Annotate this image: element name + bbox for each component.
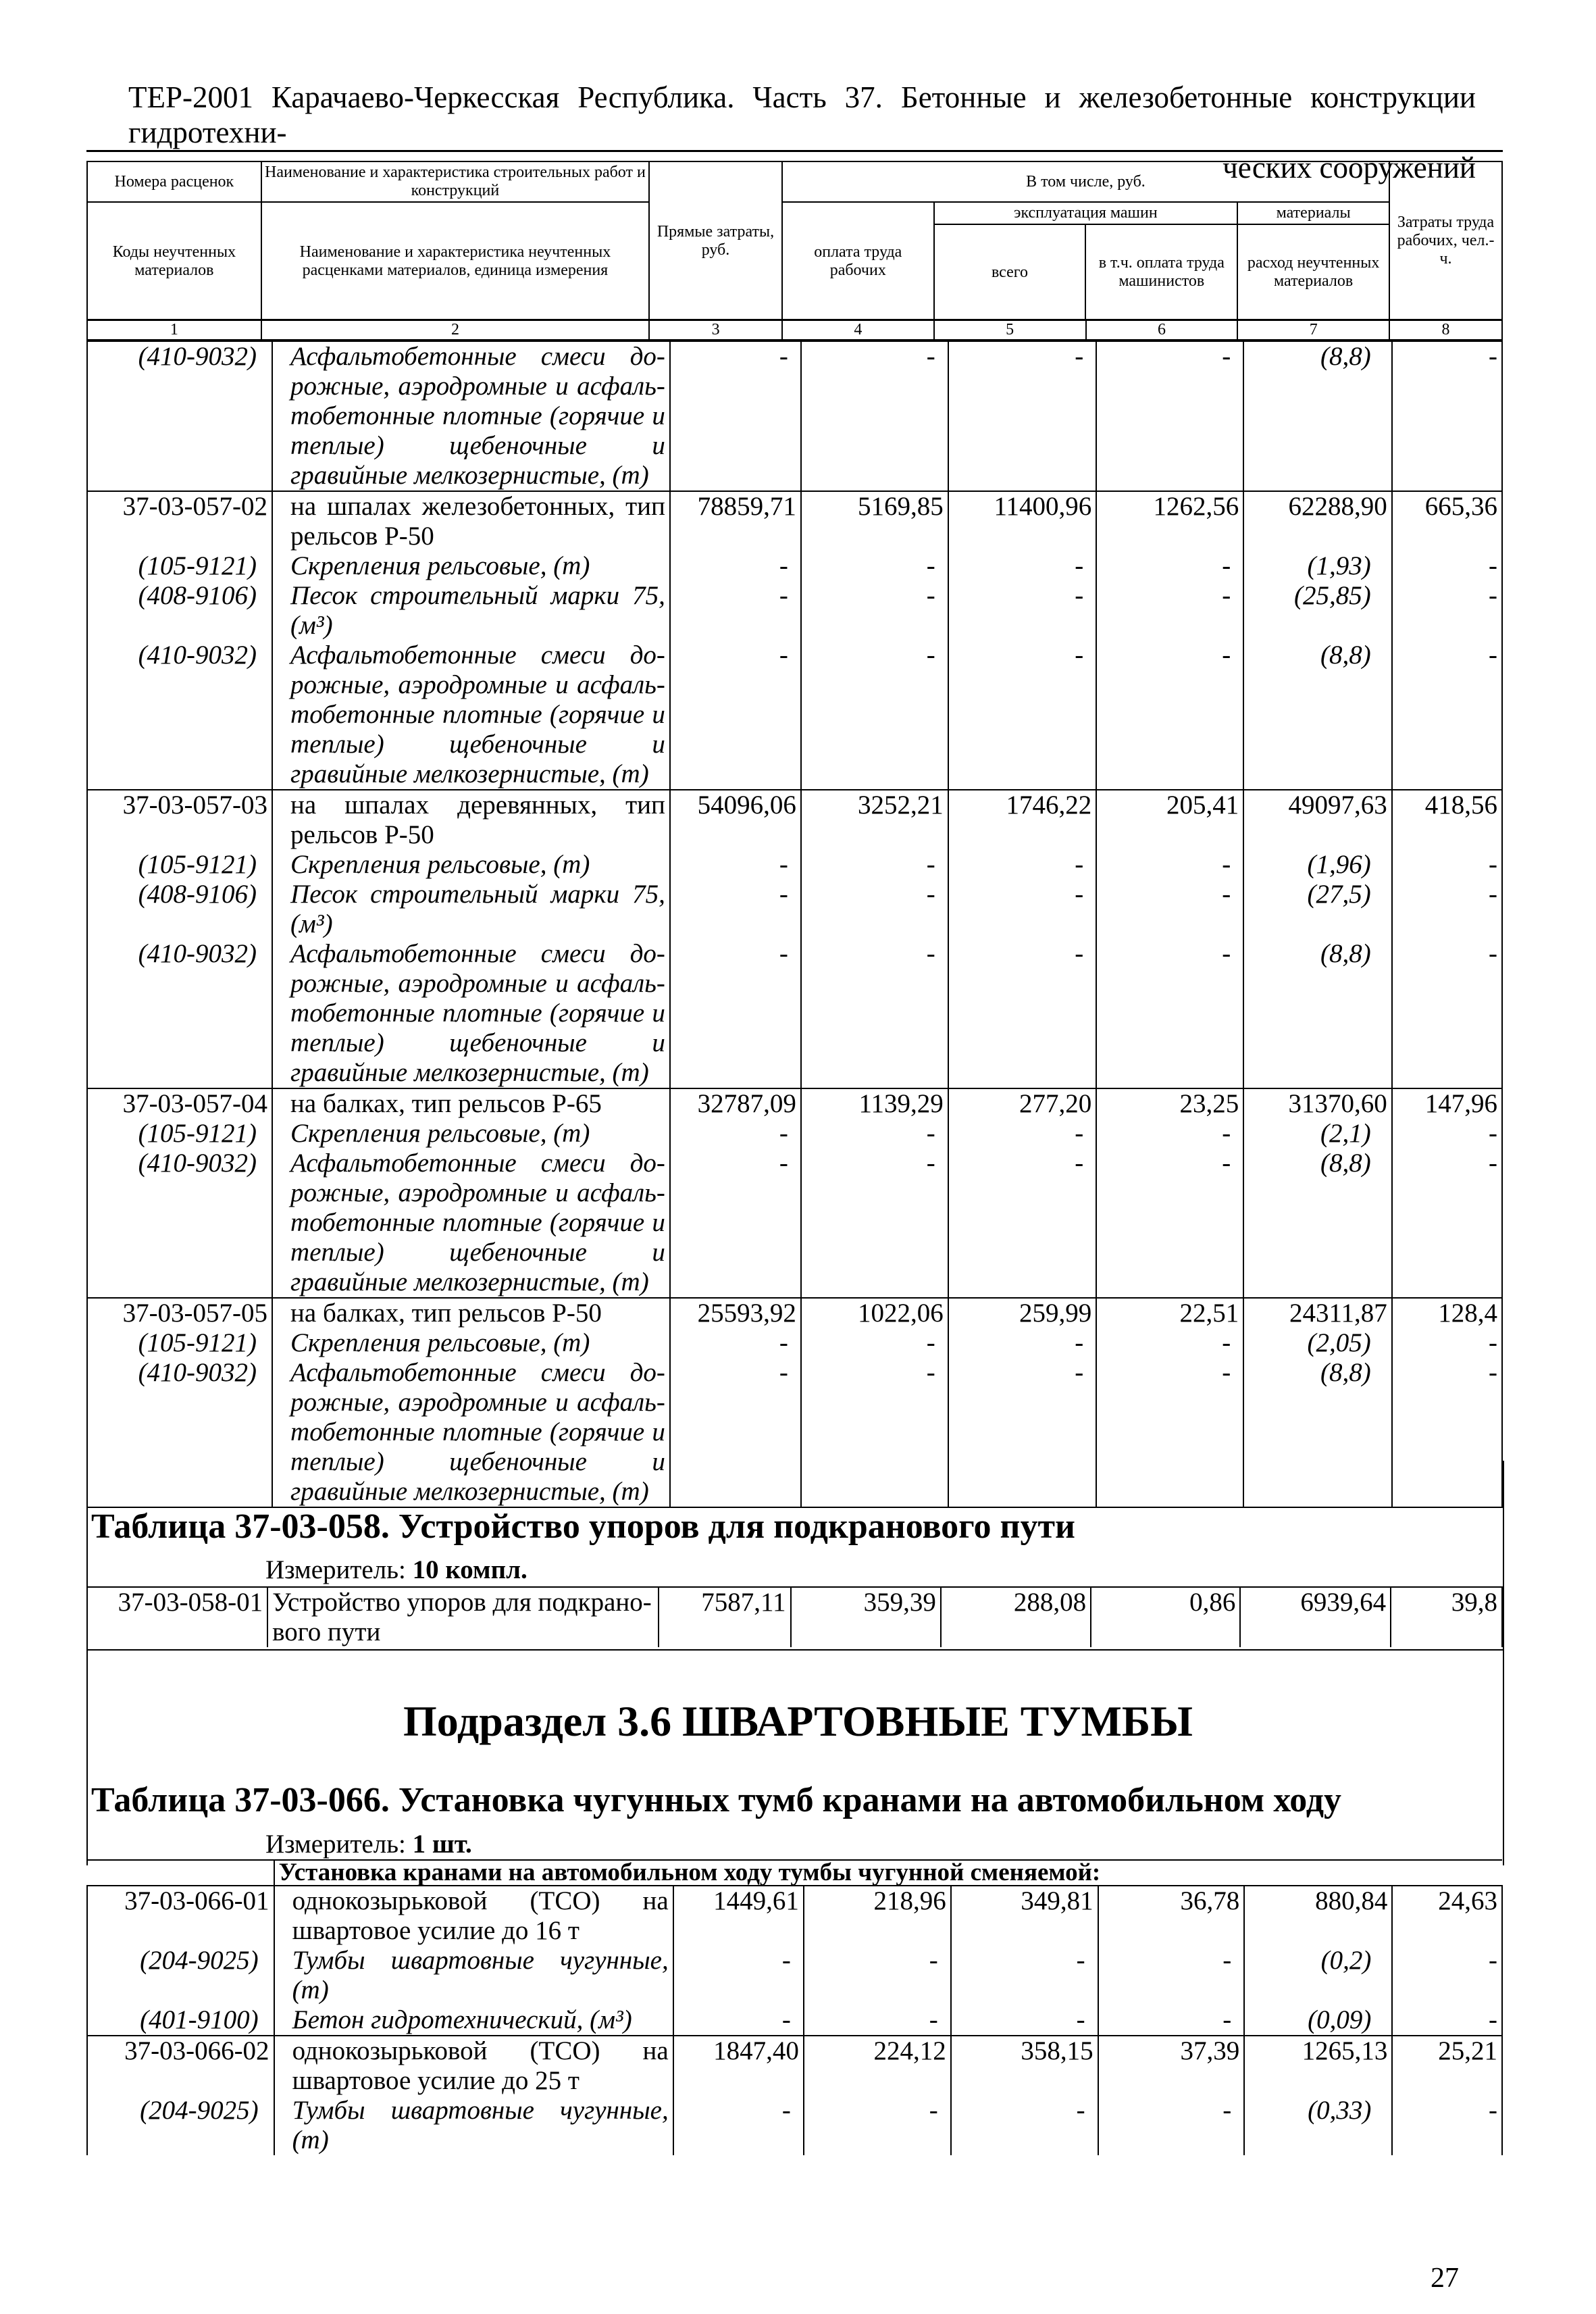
worker-pay: 5169,85	[801, 491, 948, 551]
machines-total: -	[951, 1946, 1098, 2005]
material-name: Асфальтобетонные смеси до- рожные, аэродромные и асфаль- тобетонные плотные (горячие и теплые) щебеночные и гравийные мелкозернистые, (т)	[272, 1149, 670, 1298]
direct-costs: -	[670, 1358, 801, 1507]
material-code: (410-9032)	[87, 1149, 272, 1298]
th-materials: материалы	[1237, 202, 1389, 224]
machines-total: -	[948, 1119, 1096, 1149]
subsection-title: Подраздел 3.6 ШВАРТОВНЫЕ ТУМБЫ	[403, 1697, 1193, 1745]
material-row	[87, 850, 1502, 880]
th-machines: эксплуатация машин	[934, 202, 1238, 224]
material-code: (204-9025)	[87, 2096, 274, 2155]
material-name: Скрепления рельсовые, (т)	[272, 850, 670, 880]
header-line-1: ТЕР-2001 Карачаево-Черкесская Республика. Часть 37. Бетонные и железобетонные конструкции гидротехни-	[128, 80, 1476, 149]
materials-value: 24311,87	[1243, 1298, 1392, 1328]
material-row	[87, 581, 1502, 640]
table-066-meter	[265, 1830, 472, 1859]
col-number: 1	[87, 320, 261, 340]
direct-costs: 1847,40	[673, 2036, 804, 2096]
table-row	[87, 2036, 1502, 2096]
page-number: 27	[1431, 2263, 1459, 2294]
materials-value: (27,5)	[1243, 880, 1392, 939]
direct-costs: -	[670, 1149, 801, 1298]
materials-value: (0,2)	[1244, 1946, 1392, 2005]
machines-total: -	[948, 880, 1096, 939]
materials-value: 49097,63	[1243, 790, 1392, 850]
labor-hours: -	[1392, 2096, 1502, 2155]
direct-costs: -	[673, 2005, 804, 2036]
machinist-pay: 36,78	[1098, 1886, 1245, 1946]
th-material-codes: Коды неучтенных материалов	[87, 202, 261, 320]
machinist-pay: -	[1096, 1119, 1243, 1149]
th-worker-pay: оплата труда рабочих	[782, 202, 934, 320]
material-code: (408-9106)	[87, 581, 272, 640]
material-row	[87, 939, 1502, 1088]
worker-pay: -	[801, 640, 948, 790]
meter-value: 1 шт.	[412, 1830, 472, 1859]
material-code: (105-9121)	[87, 551, 272, 581]
table-header	[86, 161, 1503, 321]
col-number: 8	[1389, 320, 1502, 340]
material-code: (105-9121)	[87, 1119, 272, 1149]
material-row	[87, 880, 1502, 939]
worker-pay: -	[801, 551, 948, 581]
th-including: В том числе, руб.	[782, 161, 1389, 202]
rates-table-066	[86, 1859, 1503, 2155]
worker-pay: -	[804, 2096, 951, 2155]
table-058-bottom-rule	[86, 1649, 1503, 1651]
col-number: 7	[1237, 320, 1389, 340]
material-row	[87, 1119, 1502, 1149]
material-name: Асфальтобетонные смеси до- рожные, аэродромные и асфаль- тобетонные плотные (горячие и теплые) щебеночные и гравийные мелкозернистые, (т)	[272, 640, 670, 790]
materials-value: (8,8)	[1243, 341, 1392, 491]
materials-value: (2,1)	[1243, 1119, 1392, 1149]
direct-costs: 32787,09	[670, 1088, 801, 1119]
labor-hours: -	[1392, 1119, 1502, 1149]
materials-value: (0,09)	[1244, 2005, 1392, 2036]
meter-value: 10 компл.	[412, 1555, 527, 1584]
machines-total: 11400,96	[948, 491, 1096, 551]
th-direct-costs: Прямые затраты, руб.	[649, 161, 782, 320]
material-row	[87, 1358, 1502, 1507]
rates-table-057	[86, 341, 1503, 1508]
material-code: (410-9032)	[87, 939, 272, 1088]
rate-name: однокозырьковой (ТСО) на швартовое усилие до 16 т	[274, 1886, 673, 1946]
th-material-use: расход неучтенных материалов	[1237, 224, 1389, 320]
labor-hours: -	[1392, 640, 1502, 790]
materials-value: 31370,60	[1243, 1088, 1392, 1119]
direct-costs: 78859,71	[670, 491, 801, 551]
table-066-title: Таблица 37-03-066. Установка чугунных тумб кранами на автомобильном ходу	[91, 1781, 1342, 1819]
table-row	[87, 1886, 1502, 1946]
worker-pay: -	[804, 2005, 951, 2036]
table-058-meter	[265, 1555, 527, 1585]
th-labor-hours: Затраты труда рабочих, чел.-ч.	[1389, 161, 1502, 320]
th-material-name: Наименование и характеристика неучтенных расценками материалов, единица измерения	[261, 202, 649, 320]
rate-code: 37-03-058-01	[87, 1587, 267, 1647]
material-name: Песок строительный марки 75, (м³)	[272, 880, 670, 939]
worker-pay: -	[801, 341, 948, 491]
direct-costs: -	[670, 1119, 801, 1149]
col-number: 4	[782, 320, 934, 340]
rate-code: 37-03-057-05	[87, 1298, 272, 1328]
material-row	[87, 551, 1502, 581]
labor-hours: -	[1392, 850, 1502, 880]
header-rule	[86, 150, 1503, 152]
machines-total: -	[951, 2096, 1098, 2155]
worker-pay: -	[801, 581, 948, 640]
material-name: Тумбы швартовные чугунные, (т)	[274, 1946, 673, 2005]
materials-value: (8,8)	[1243, 1358, 1392, 1507]
machinist-pay: -	[1096, 850, 1243, 880]
machinist-pay: -	[1096, 1149, 1243, 1298]
direct-costs: -	[670, 1328, 801, 1358]
labor-hours: -	[1392, 1149, 1502, 1298]
machinist-pay: -	[1096, 939, 1243, 1088]
labor-hours: 418,56	[1392, 790, 1502, 850]
rate-code: 37-03-057-02	[87, 491, 272, 551]
machinist-pay: 205,41	[1096, 790, 1243, 850]
worker-pay: -	[801, 1328, 948, 1358]
rate-name: Устройство упоров для подкрано-вого пути	[267, 1587, 659, 1647]
labor-hours: -	[1392, 939, 1502, 1088]
machinist-pay: -	[1098, 2005, 1245, 2036]
materials-value: 6939,64	[1240, 1587, 1391, 1647]
machinist-pay: 22,51	[1096, 1298, 1243, 1328]
machinist-pay: 23,25	[1096, 1088, 1243, 1119]
rates-table-058	[86, 1586, 1503, 1647]
direct-costs: -	[673, 2096, 804, 2155]
labor-hours: -	[1392, 1358, 1502, 1507]
table-row	[87, 1298, 1502, 1328]
col-number: 5	[934, 320, 1086, 340]
machinist-pay: -	[1096, 880, 1243, 939]
material-row	[87, 640, 1502, 790]
materials-value: 62288,90	[1243, 491, 1392, 551]
frame-left-2	[86, 1649, 88, 1865]
materials-value: (8,8)	[1243, 939, 1392, 1088]
frame-right	[1503, 1461, 1504, 1663]
machinist-pay: -	[1096, 640, 1243, 790]
direct-costs: 25593,92	[670, 1298, 801, 1328]
material-name: Скрепления рельсовые, (т)	[272, 1328, 670, 1358]
worker-pay: 1139,29	[801, 1088, 948, 1119]
direct-costs: -	[670, 551, 801, 581]
worker-pay: -	[801, 1358, 948, 1507]
labor-hours: 665,36	[1392, 491, 1502, 551]
machines-total: 288,08	[941, 1587, 1091, 1647]
labor-hours: -	[1392, 2005, 1502, 2036]
rate-code: 37-03-057-03	[87, 790, 272, 850]
material-code: (410-9032)	[87, 1358, 272, 1507]
header-line-2: ческих сооружений	[1222, 151, 1476, 184]
column-numbers	[86, 319, 1503, 341]
rate-code: 37-03-057-04	[87, 1088, 272, 1119]
materials-value: (8,8)	[1243, 640, 1392, 790]
machines-total: -	[948, 551, 1096, 581]
labor-hours: -	[1392, 1328, 1502, 1358]
labor-hours: -	[1392, 880, 1502, 939]
machinist-pay: -	[1096, 1358, 1243, 1507]
table-058-title: Таблица 37-03-058. Устройство упоров для подкранового пути	[91, 1507, 1075, 1546]
direct-costs: -	[670, 939, 801, 1088]
machinist-pay: -	[1098, 2096, 1245, 2155]
machinist-pay: 1262,56	[1096, 491, 1243, 551]
machines-total: 1746,22	[948, 790, 1096, 850]
table-row	[87, 790, 1502, 850]
machines-total: -	[948, 581, 1096, 640]
machinist-pay: -	[1098, 1946, 1245, 2005]
material-row	[87, 341, 1502, 491]
material-code: (105-9121)	[87, 1328, 272, 1358]
direct-costs: -	[670, 850, 801, 880]
labor-hours: 147,96	[1392, 1088, 1502, 1119]
labor-hours: 25,21	[1392, 2036, 1502, 2096]
th-work-name: Наименование и характеристика строительных работ и конструкций	[261, 161, 649, 202]
machines-total: -	[948, 850, 1096, 880]
labor-hours: -	[1392, 581, 1502, 640]
material-row	[87, 1946, 1502, 2005]
material-row	[87, 2096, 1502, 2155]
col-number: 2	[261, 320, 649, 340]
material-name: Песок строительный марки 75, (м³)	[272, 581, 670, 640]
machinist-pay: -	[1096, 551, 1243, 581]
rate-name: на шпалах железобетонных, тип рельсов Р-50	[272, 491, 670, 551]
labor-hours: 39,8	[1391, 1587, 1502, 1647]
worker-pay: -	[801, 850, 948, 880]
machines-total: -	[948, 1149, 1096, 1298]
meter-label: Измеритель:	[265, 1830, 406, 1859]
material-code: (105-9121)	[87, 850, 272, 880]
rate-name: на балках, тип рельсов Р-65	[272, 1088, 670, 1119]
material-name: Асфальтобетонные смеси до- рожные, аэродромные и асфаль- тобетонные плотные (горячие и теплые) щебеночные и гравийные мелкозернистые, (т)	[272, 341, 670, 491]
direct-costs: 1449,61	[673, 1886, 804, 1946]
rate-name: однокозырьковой (ТСО) на швартовое усилие до 25 т	[274, 2036, 673, 2096]
labor-hours: 128,4	[1392, 1298, 1502, 1328]
materials-value: (1,93)	[1243, 551, 1392, 581]
material-code: (204-9025)	[87, 1946, 274, 2005]
th-machinist-pay: в т.ч. оплата труда машинистов	[1085, 224, 1237, 320]
worker-pay: -	[801, 880, 948, 939]
worker-pay: 218,96	[804, 1886, 951, 1946]
rate-code: 37-03-066-01	[87, 1886, 274, 1946]
worker-pay: -	[801, 1119, 948, 1149]
worker-pay: 224,12	[804, 2036, 951, 2096]
th-machines-total: всего	[934, 224, 1086, 320]
rate-code: 37-03-066-02	[87, 2036, 274, 2096]
materials-value: (25,85)	[1243, 581, 1392, 640]
labor-hours: -	[1392, 1946, 1502, 2005]
direct-costs: -	[670, 880, 801, 939]
material-code: (410-9032)	[87, 640, 272, 790]
worker-pay: -	[801, 1149, 948, 1298]
machinist-pay: 0,86	[1091, 1587, 1240, 1647]
machines-total: 349,81	[951, 1886, 1098, 1946]
materials-value: (8,8)	[1243, 1149, 1392, 1298]
machinist-pay: -	[1096, 1328, 1243, 1358]
direct-costs: 54096,06	[670, 790, 801, 850]
machines-total: -	[948, 939, 1096, 1088]
direct-costs: -	[673, 1946, 804, 2005]
th-rate-numbers: Номера расценок	[87, 161, 261, 202]
frame-right-2	[1503, 1649, 1504, 1865]
material-name: Асфальтобетонные смеси до- рожные, аэродромные и асфаль- тобетонные плотные (горячие и теплые) щебеночные и гравийные мелкозернистые, (т)	[272, 939, 670, 1088]
machines-total: -	[948, 341, 1096, 491]
worker-pay: 359,39	[791, 1587, 941, 1647]
material-code: (401-9100)	[87, 2005, 274, 2036]
material-code: (410-9032)	[87, 341, 272, 491]
material-name: Асфальтобетонные смеси до- рожные, аэродромные и асфаль- тобетонные плотные (горячие и теплые) щебеночные и гравийные мелкозернистые, (т)	[272, 1358, 670, 1507]
material-row	[87, 2005, 1502, 2036]
material-name: Скрепления рельсовые, (т)	[272, 1119, 670, 1149]
machinist-pay: -	[1096, 581, 1243, 640]
material-row	[87, 1149, 1502, 1298]
group-heading-row	[87, 1860, 1502, 1886]
materials-value: (1,96)	[1243, 850, 1392, 880]
labor-hours: -	[1392, 341, 1502, 491]
materials-value: 880,84	[1244, 1886, 1392, 1946]
machinist-pay: -	[1096, 341, 1243, 491]
material-name: Скрепления рельсовые, (т)	[272, 551, 670, 581]
machines-total: -	[948, 640, 1096, 790]
rate-name: на шпалах деревянных, тип рельсов Р-50	[272, 790, 670, 850]
machines-total: -	[951, 2005, 1098, 2036]
material-code: (408-9106)	[87, 880, 272, 939]
labor-hours: 24,63	[1392, 1886, 1502, 1946]
worker-pay: -	[801, 939, 948, 1088]
table-row	[87, 1587, 1502, 1647]
materials-value: 1265,13	[1244, 2036, 1392, 2096]
table-row	[87, 491, 1502, 551]
direct-costs: -	[670, 640, 801, 790]
material-row	[87, 1328, 1502, 1358]
col-number: 3	[649, 320, 782, 340]
machines-total: -	[948, 1358, 1096, 1507]
machinist-pay: 37,39	[1098, 2036, 1245, 2096]
worker-pay: -	[804, 1946, 951, 2005]
direct-costs: -	[670, 581, 801, 640]
machines-total: 277,20	[948, 1088, 1096, 1119]
table-row	[87, 1088, 1502, 1119]
material-name: Бетон гидротехнический, (м³)	[274, 2005, 673, 2036]
meter-label: Измеритель:	[265, 1555, 406, 1584]
materials-value: (2,05)	[1243, 1328, 1392, 1358]
machines-total: 259,99	[948, 1298, 1096, 1328]
labor-hours: -	[1392, 551, 1502, 581]
worker-pay: 1022,06	[801, 1298, 948, 1328]
material-name: Тумбы швартовные чугунные, (т)	[274, 2096, 673, 2155]
worker-pay: 3252,21	[801, 790, 948, 850]
direct-costs: 7587,11	[659, 1587, 790, 1647]
machines-total: 358,15	[951, 2036, 1098, 2096]
direct-costs: -	[670, 341, 801, 491]
col-number: 6	[1086, 320, 1238, 340]
machines-total: -	[948, 1328, 1096, 1358]
group-heading: Установка кранами на автомобильном ходу тумбы чугунной сменяемой:	[274, 1860, 1502, 1886]
rate-name: на балках, тип рельсов Р-50	[272, 1298, 670, 1328]
materials-value: (0,33)	[1244, 2096, 1392, 2155]
